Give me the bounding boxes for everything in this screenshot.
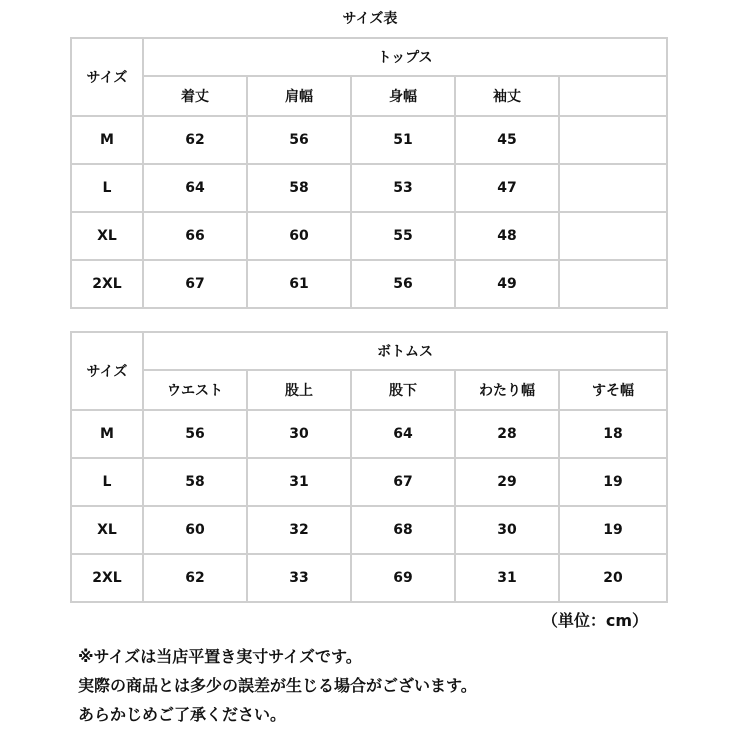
table-cell: 56 [247,116,351,164]
note-line: 実際の商品とは多少の誤差が生じる場合がございます。 [78,676,477,695]
table-cell: 66 [143,212,247,260]
table-row [71,506,667,554]
table-cell: 45 [455,116,559,164]
table-row [71,260,667,308]
size-cell: 2XL [71,260,143,308]
table-cell: 20 [559,554,667,602]
table-cell [559,212,667,260]
table-cell: 60 [143,506,247,554]
notes [78,642,477,729]
table-cell: 58 [247,164,351,212]
table-cell: 67 [143,260,247,308]
size-cell: M [71,116,143,164]
size-cell: XL [71,212,143,260]
table-cell: 62 [143,554,247,602]
column-header: わたり幅 [455,370,559,410]
size-header: サイズ [71,332,143,410]
table-cell: 61 [247,260,351,308]
table-cell: 67 [351,458,455,506]
table-cell: 64 [143,164,247,212]
table-cell: 30 [455,506,559,554]
size-cell: L [71,458,143,506]
page-title: サイズ表 [342,11,398,27]
table-cell: 19 [559,506,667,554]
column-header: 股下 [351,370,455,410]
table-cell: 48 [455,212,559,260]
table-cell: 47 [455,164,559,212]
table-cell: 33 [247,554,351,602]
table-cell: 49 [455,260,559,308]
table-row [71,554,667,602]
tops-size-table [70,37,668,309]
note-line: ※サイズは当店平置き実寸サイズです。 [78,647,362,666]
table-cell: 64 [351,410,455,458]
table-cell: 29 [455,458,559,506]
tops-group-header: トップス [143,38,667,76]
table-cell: 32 [247,506,351,554]
note-line: あらかじめご了承ください。 [78,705,287,724]
table-cell: 55 [351,212,455,260]
size-cell: XL [71,506,143,554]
table-cell [559,260,667,308]
table-cell: 56 [143,410,247,458]
table-row [71,116,667,164]
bottoms-group-header: ボトムス [143,332,667,370]
size-cell: 2XL [71,554,143,602]
column-header [559,76,667,116]
table-cell: 19 [559,458,667,506]
column-header: すそ幅 [559,370,667,410]
table-cell: 30 [247,410,351,458]
table-cell: 31 [247,458,351,506]
size-cell: M [71,410,143,458]
table-row [71,212,667,260]
table-cell: 31 [455,554,559,602]
column-header: 股上 [247,370,351,410]
table-cell: 53 [351,164,455,212]
size-cell: L [71,164,143,212]
unit-note: （単位：cm） [541,611,648,630]
table-cell: 58 [143,458,247,506]
column-header: 着丈 [143,76,247,116]
table-row [71,458,667,506]
size-header: サイズ [71,38,143,116]
table-cell: 69 [351,554,455,602]
table-cell [559,164,667,212]
table-cell: 68 [351,506,455,554]
table-cell: 56 [351,260,455,308]
bottoms-size-table [70,331,668,603]
table-cell: 28 [455,410,559,458]
column-header: 袖丈 [455,76,559,116]
table-cell: 18 [559,410,667,458]
table-row [71,164,667,212]
table-cell: 62 [143,116,247,164]
column-header: 肩幅 [247,76,351,116]
column-header: 身幅 [351,76,455,116]
table-row [71,410,667,458]
table-cell [559,116,667,164]
table-cell: 60 [247,212,351,260]
column-header: ウエスト [143,370,247,410]
table-cell: 51 [351,116,455,164]
